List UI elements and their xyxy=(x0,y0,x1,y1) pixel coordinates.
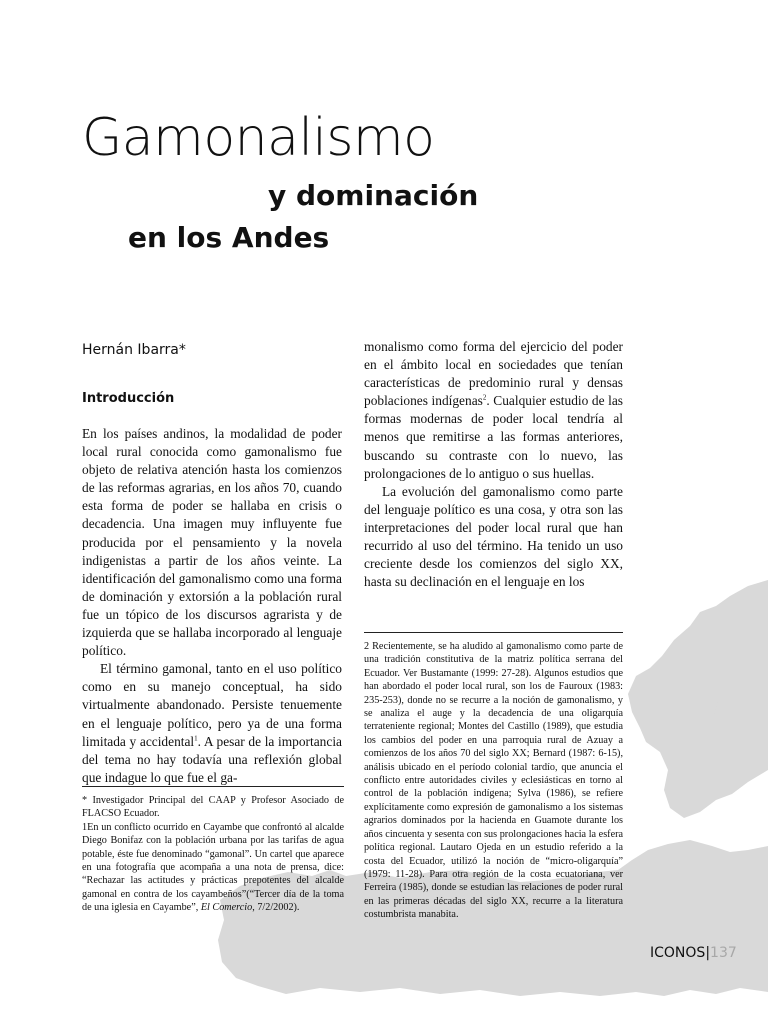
left-column xyxy=(82,425,342,787)
article-title: Gamonalismo xyxy=(82,108,435,168)
paragraph-3: La evolución del gamonalismo como parte del lenguaje político es una cosa, y otra son las interpretaciones del poder local rural que han recurrido al uso del término. Ha tenido un uso creciente desde los comienzos del siglo XX, hasta su declinación en el lenguaje en los xyxy=(364,483,623,590)
footnote-divider-left xyxy=(82,786,344,787)
footnote-ref-2: 2 xyxy=(482,393,487,402)
paragraph-2-continued xyxy=(364,338,623,483)
footnote-1-text-a: 1En un conflicto ocurrido en Cayambe que confrontó al alcalde Diego Bonifaz con la población urbana por las tarifas de agua potable, éste fue denominado “gamonal”. Un cartel que aparece en una fotografía que acompaña a una nota de prensa, dice: “Rechazar las actitudes y prácticas prepotentes del alcalde gamonal en contra de los cayambeños”(“Tercer día de la toma de una iglesia en Cayambe”, xyxy=(82,821,344,914)
footnote-divider-right xyxy=(364,632,623,633)
paragraph-1: En los países andinos, la modalidad de poder local rural conocida como gamonalismo fue objeto de relativa atención hasta los comienzos de las reformas agrarias, en los años 70, cuando esta forma de poder se hallaba en crisis o decadencia. Una imagen muy influyente fue producida por el pensamiento y la novela indigenistas a partir de los años veinte. La identificación del gamonalismo como una forma de dominación y extorsión a la población rural fue un tópico de los discursos agrarista y de izquierda que se hallaba incorporado al lenguaje político. xyxy=(82,426,342,659)
footer-separator: | xyxy=(705,945,711,961)
footnote-1-text-b: , 7/2/2002). xyxy=(252,902,300,914)
footnotes-right xyxy=(364,640,623,922)
right-column xyxy=(364,338,623,591)
footnotes-left xyxy=(82,794,344,915)
author-footnote: * Investigador Principal del CAAP y Profesor Asociado de FLACSO Ecuador. xyxy=(82,795,344,820)
running-footer xyxy=(650,944,737,962)
paragraph-2-text-d: . Cualquier estudio de las formas modernas de poder local tendría al menos que remitirse a las formas anteriores, buscando su contraste con lo nuevo, las prolongaciones de lo antiguo o sus huellas. xyxy=(364,393,623,481)
footnote-2: 2 Recientemente, se ha aludido al gamonalismo como parte de una tradición constitutiva de la matriz política serrana del Ecuador. Ver Bustamante (1999: 27-28). Algunos estudios que han abordado el poder local rural, son los de Fauroux (1983: 235-253), donde no se recurre a la noción de gamonalismo, y se analiza el auge y la decadencia de una oligarquía terrateniente regional; Montes del Castillo (1989), que estudia los cambios del poder en una parroquia rural de Azuay a comienzos de los años 70 del siglo XX; Bernard (1987: 6-15), análisis ubicado en el período colonial tardío, que anuncia el conflicto entre autoridades civiles y eclesiásticas en torno al control de la población indígena; Sylva (1986), se refiere explícitamente como expresión de gamonalismo a los sistemas agrarios dominados por la hacienda en Guamote durante los años cincuenta y sesenta con sus prolongaciones hacia la esfera política regional. Lautaro Ojeda en un estudio referido a la costa del Ecuador, utilizó la noción de “micro-oligarquía” (1979: 11-28). Para otra región de la costa ecuatoriana, ver Ferreira (1985), donde se estudian las relaciones de poder rural en las primeras décadas del siglo XX, recurre a la literatura costumbrista manabita. xyxy=(364,641,623,921)
article-subtitle-line1: y dominación xyxy=(268,179,479,212)
page-number: 137 xyxy=(710,945,737,961)
paragraph-2-start xyxy=(82,660,342,787)
paragraph-2-text-c: monalismo como forma del ejercicio del poder en el ámbito local en sociedades que tenían características de predominio rural y densas poblaciones indígenas xyxy=(364,339,623,409)
author-name: Hernán Ibarra* xyxy=(82,342,186,358)
section-heading: Introducción xyxy=(82,391,175,406)
footnote-1 xyxy=(82,821,344,915)
paragraph-2-text-a: El término gamonal, tanto en el uso político como en su manejo conceptual, ha sido virtualmente abandonado. Persiste tenuemente en el lenguaje político, pero ya de una forma limitada y accidental xyxy=(82,661,342,749)
journal-name: ICONOS xyxy=(650,945,706,961)
article-subtitle-line2: en los Andes xyxy=(128,221,330,254)
footnote-1-source: El Comercio xyxy=(200,902,253,914)
paragraph-2-text-b: . A pesar de la importancia del tema no hay todavía una reflexión global que indague lo que fue el ga- xyxy=(82,733,342,785)
footnote-ref-1: 1 xyxy=(194,734,198,743)
